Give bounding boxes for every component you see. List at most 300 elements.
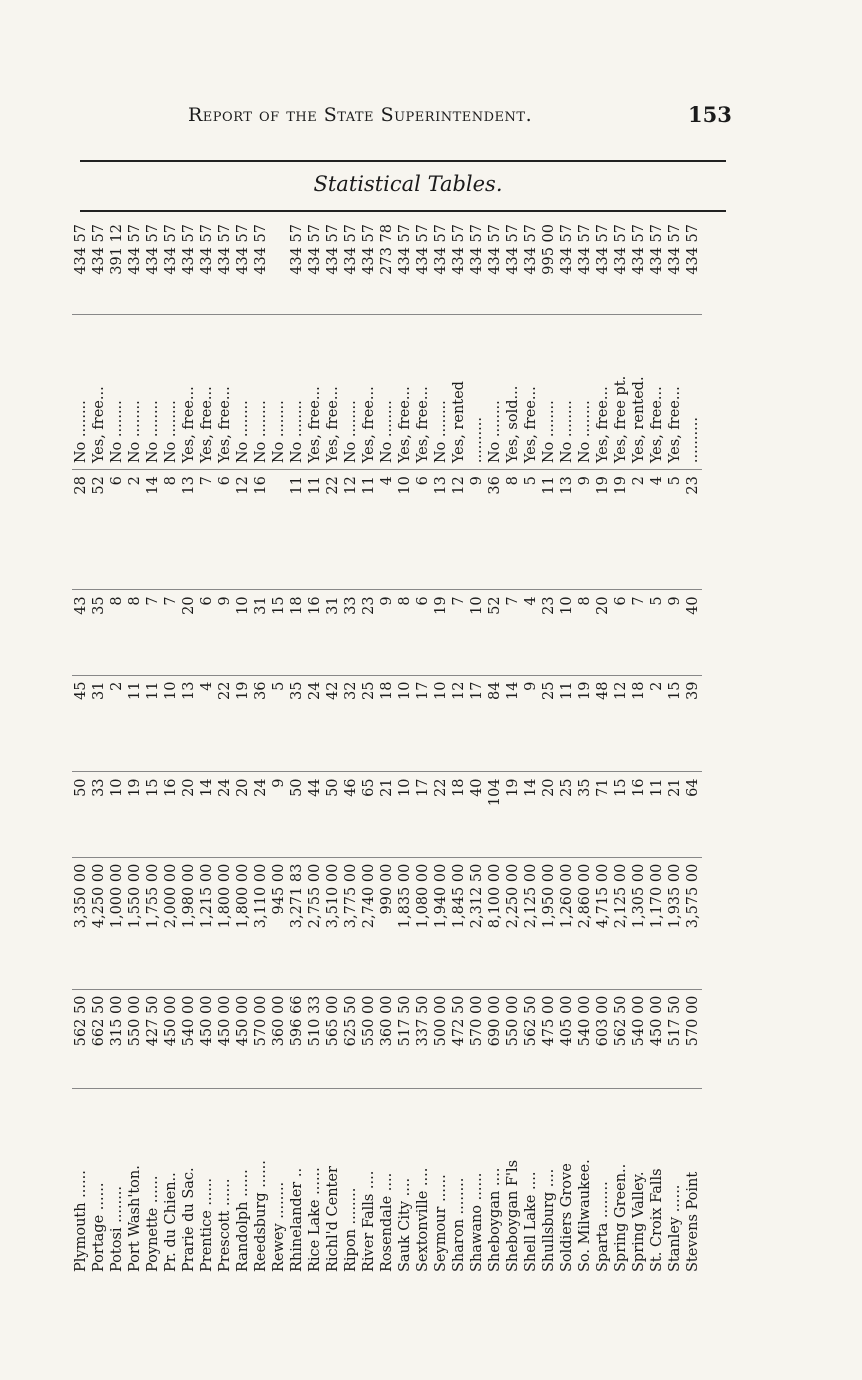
table-row <box>558 218 576 1278</box>
column-d-cell: 10 <box>162 675 180 772</box>
column-h-cell: 434 57 <box>198 218 216 314</box>
column-g-cell: Yes, sold... <box>504 314 522 469</box>
column-c-cell: 44 <box>306 772 324 857</box>
column-a-cell: 450 00 <box>648 989 666 1088</box>
column-e-cell: 8 <box>108 590 126 675</box>
column-d-cell: 11 <box>144 675 162 772</box>
column-a-cell: 517 50 <box>666 989 684 1088</box>
column-b-cell: 3,575 00 <box>684 857 702 989</box>
column-g-cell: No ........ <box>342 314 360 469</box>
column-c-cell: 35 <box>576 772 594 857</box>
place-name-cell: Seymour ...... <box>433 1174 449 1272</box>
column-b-cell: 1,980 00 <box>180 857 198 989</box>
column-f-cell: 8 <box>162 470 180 590</box>
place-name-cell: So. Milwaukee. <box>577 1159 593 1272</box>
page-number: 153 <box>688 102 732 127</box>
column-f-cell: 19 <box>594 470 612 590</box>
column-a-cell: 570 00 <box>252 989 270 1088</box>
column-a-cell: 662 50 <box>90 989 108 1088</box>
column-d-cell: 14 <box>504 675 522 772</box>
column-c-cell: 64 <box>684 772 702 857</box>
column-a-cell: 517 50 <box>396 989 414 1088</box>
table-row <box>684 218 702 1278</box>
column-b-cell: 1,940 00 <box>432 857 450 989</box>
column-c-cell: 50 <box>288 772 306 857</box>
place-name-cell: Sextonville .... <box>415 1167 431 1272</box>
place-name-cell: Poynette ...... <box>145 1175 161 1272</box>
column-g-cell: No ........ <box>252 314 270 469</box>
column-g-cell: No ........ <box>558 314 576 469</box>
place-name-cell: Shell Lake .... <box>523 1171 539 1272</box>
column-a-cell: 405 00 <box>558 989 576 1088</box>
column-e-cell: 31 <box>324 590 342 675</box>
column-f-cell: 6 <box>108 470 126 590</box>
table-row <box>360 218 378 1278</box>
column-b-cell: 1,550 00 <box>126 857 144 989</box>
column-e-cell: 20 <box>594 590 612 675</box>
column-a-cell: 360 00 <box>270 989 288 1088</box>
column-e-cell: 52 <box>486 590 504 675</box>
column-e-cell: 6 <box>198 590 216 675</box>
column-e-cell: 40 <box>684 590 702 675</box>
place-name-cell: Stevens Point <box>685 1171 701 1272</box>
column-b-cell: 1,755 00 <box>144 857 162 989</box>
column-h-cell <box>270 218 288 314</box>
column-d-cell: 13 <box>180 675 198 772</box>
place-name-cell: Prescott ...... <box>217 1178 233 1272</box>
column-d-cell: 15 <box>666 675 684 772</box>
column-f-cell: 19 <box>612 470 630 590</box>
column-h-cell: 434 57 <box>360 218 378 314</box>
page-header <box>0 104 862 140</box>
column-g-cell: No ........ <box>234 314 252 469</box>
place-name-cell: Prentice ...... <box>199 1177 215 1272</box>
column-h-cell: 391 12 <box>108 218 126 314</box>
column-a-cell: 562 50 <box>72 989 90 1088</box>
place-name-cell: Spring Green.. <box>613 1163 629 1272</box>
column-c-cell: 14 <box>522 772 540 857</box>
top-rule <box>80 160 726 162</box>
place-name-cell: Portage ...... <box>91 1182 107 1272</box>
column-f-cell: 5 <box>522 470 540 590</box>
column-c-cell: 65 <box>360 772 378 857</box>
column-f-cell: 2 <box>630 470 648 590</box>
column-a-cell: 427 50 <box>144 989 162 1088</box>
column-g-cell: No ........ <box>270 314 288 469</box>
column-f-cell: 8 <box>504 470 522 590</box>
place-name-cell: Rewey ........ <box>271 1181 287 1272</box>
column-d-cell: 19 <box>576 675 594 772</box>
column-b-cell: 1,080 00 <box>414 857 432 989</box>
place-name-cell: Pr. du Chien.. <box>163 1172 179 1272</box>
column-f-cell: 9 <box>576 470 594 590</box>
column-e-cell: 20 <box>180 590 198 675</box>
column-d-cell: 11 <box>126 675 144 772</box>
column-h-cell: 434 57 <box>648 218 666 314</box>
column-a-cell: 625 50 <box>342 989 360 1088</box>
place-name-cell: Richl'd Center <box>325 1166 341 1272</box>
table-row <box>414 218 432 1278</box>
column-g-cell: No ........ <box>162 314 180 469</box>
column-a-cell: 596 66 <box>288 989 306 1088</box>
column-g-cell: Yes, rented. <box>630 314 648 469</box>
column-b-cell: 2,000 00 <box>162 857 180 989</box>
column-h-cell: 434 57 <box>522 218 540 314</box>
table-body <box>72 218 702 1278</box>
place-name-cell: Stanley ...... <box>667 1184 683 1272</box>
place-name-cell: Shullsburg .... <box>541 1168 557 1272</box>
column-c-cell: 21 <box>666 772 684 857</box>
place-name-cell: Soldiers Grove <box>559 1163 575 1272</box>
place-name-cell: Port Wash'ton. <box>127 1165 143 1272</box>
column-a-cell: 540 00 <box>180 989 198 1088</box>
table-row <box>648 218 666 1278</box>
column-f-cell: 12 <box>234 470 252 590</box>
column-f-cell: 23 <box>684 470 702 590</box>
column-e-cell: 6 <box>414 590 432 675</box>
column-d-cell: 4 <box>198 675 216 772</box>
column-a-cell: 565 00 <box>324 989 342 1088</box>
column-a-cell: 603 00 <box>594 989 612 1088</box>
column-c-cell: 22 <box>432 772 450 857</box>
column-c-cell: 14 <box>198 772 216 857</box>
column-e-cell: 35 <box>90 590 108 675</box>
column-h-cell: 434 57 <box>396 218 414 314</box>
column-b-cell: 1,800 00 <box>234 857 252 989</box>
place-name-cell: Ripon ........ <box>343 1187 359 1272</box>
column-c-cell: 46 <box>342 772 360 857</box>
column-c-cell: 11 <box>648 772 666 857</box>
column-b-cell: 3,775 00 <box>342 857 360 989</box>
column-h-cell: 434 57 <box>594 218 612 314</box>
column-c-cell: 19 <box>504 772 522 857</box>
column-e-cell: 23 <box>540 590 558 675</box>
column-c-cell: 10 <box>396 772 414 857</box>
column-a-cell: 570 00 <box>468 989 486 1088</box>
column-b-cell: 2,125 00 <box>612 857 630 989</box>
column-e-cell: 8 <box>126 590 144 675</box>
column-b-cell: 2,125 00 <box>522 857 540 989</box>
column-f-cell: 4 <box>378 470 396 590</box>
table-row <box>522 218 540 1278</box>
column-g-cell: Yes, free pt. <box>612 314 630 469</box>
column-g-cell: No ........ <box>72 314 90 469</box>
column-c-cell: 15 <box>612 772 630 857</box>
column-c-cell: 104 <box>486 772 504 857</box>
rotated-table-wrapper <box>72 218 727 1278</box>
place-name-cell: Sparta ........ <box>595 1181 611 1272</box>
column-b-cell: 3,350 00 <box>72 857 90 989</box>
column-d-cell: 84 <box>486 675 504 772</box>
column-f-cell: 11 <box>360 470 378 590</box>
column-f-cell: 13 <box>432 470 450 590</box>
column-f-cell: 22 <box>324 470 342 590</box>
column-d-cell: 11 <box>558 675 576 772</box>
column-f-cell: 52 <box>90 470 108 590</box>
column-g-cell: Yes, free... <box>594 314 612 469</box>
column-e-cell: 5 <box>648 590 666 675</box>
column-h-cell: 434 57 <box>630 218 648 314</box>
column-b-cell: 3,271 83 <box>288 857 306 989</box>
column-e-cell: 31 <box>252 590 270 675</box>
table-row <box>450 218 468 1278</box>
caption-rule <box>80 210 726 212</box>
column-c-cell: 40 <box>468 772 486 857</box>
place-name-cell: Shawano ...... <box>469 1172 485 1272</box>
column-b-cell: 1,835 00 <box>396 857 414 989</box>
place-name-cell: Sauk City .... <box>397 1177 413 1272</box>
column-d-cell: 10 <box>432 675 450 772</box>
column-c-cell: 16 <box>162 772 180 857</box>
column-a-cell: 337 50 <box>414 989 432 1088</box>
column-f-cell: 28 <box>72 470 90 590</box>
column-d-cell: 17 <box>468 675 486 772</box>
table-row <box>252 218 270 1278</box>
column-f-cell <box>270 470 288 590</box>
column-f-cell: 9 <box>468 470 486 590</box>
column-b-cell: 2,312 50 <box>468 857 486 989</box>
column-b-cell: 4,715 00 <box>594 857 612 989</box>
column-e-cell: 7 <box>162 590 180 675</box>
column-g-cell: Yes, free... <box>666 314 684 469</box>
column-d-cell: 42 <box>324 675 342 772</box>
column-h-cell: 434 57 <box>504 218 522 314</box>
column-c-cell: 9 <box>270 772 288 857</box>
column-a-cell: 540 00 <box>630 989 648 1088</box>
column-f-cell: 7 <box>198 470 216 590</box>
column-b-cell: 2,740 00 <box>360 857 378 989</box>
column-a-cell: 450 00 <box>162 989 180 1088</box>
column-f-cell: 5 <box>666 470 684 590</box>
column-a-cell: 475 00 <box>540 989 558 1088</box>
column-a-cell: 315 00 <box>108 989 126 1088</box>
column-g-cell: Yes, free... <box>360 314 378 469</box>
column-h-cell: 434 57 <box>72 218 90 314</box>
column-h-cell: 434 57 <box>162 218 180 314</box>
column-h-cell: 434 57 <box>306 218 324 314</box>
column-b-cell: 3,110 00 <box>252 857 270 989</box>
column-a-cell: 450 00 <box>216 989 234 1088</box>
table-row <box>468 218 486 1278</box>
column-f-cell: 13 <box>558 470 576 590</box>
column-g-cell: No ........ <box>108 314 126 469</box>
column-c-cell: 15 <box>144 772 162 857</box>
column-f-cell: 6 <box>216 470 234 590</box>
column-a-cell: 550 00 <box>126 989 144 1088</box>
column-c-cell: 24 <box>252 772 270 857</box>
column-b-cell: 1,000 00 <box>108 857 126 989</box>
column-b-cell: 1,260 00 <box>558 857 576 989</box>
column-a-cell: 360 00 <box>378 989 396 1088</box>
column-c-cell: 16 <box>630 772 648 857</box>
table-row <box>72 218 90 1278</box>
column-c-cell: 50 <box>324 772 342 857</box>
column-c-cell: 19 <box>126 772 144 857</box>
table-row <box>288 218 306 1278</box>
column-c-cell: 18 <box>450 772 468 857</box>
column-e-cell: 9 <box>378 590 396 675</box>
column-h-cell: 434 57 <box>450 218 468 314</box>
place-name-cell: Spring Valley. <box>631 1171 647 1272</box>
column-g-cell: No ........ <box>540 314 558 469</box>
column-c-cell: 71 <box>594 772 612 857</box>
table-row <box>396 218 414 1278</box>
column-c-cell: 21 <box>378 772 396 857</box>
place-name-cell: Rosendale .... <box>379 1172 395 1272</box>
column-h-cell: 434 57 <box>252 218 270 314</box>
column-g-cell: No ........ <box>378 314 396 469</box>
table-row <box>432 218 450 1278</box>
column-e-cell: 15 <box>270 590 288 675</box>
column-g-cell: Yes, free... <box>90 314 108 469</box>
column-g-cell: Yes, free... <box>414 314 432 469</box>
column-e-cell: 7 <box>450 590 468 675</box>
column-a-cell: 500 00 <box>432 989 450 1088</box>
column-g-cell: Yes, free... <box>522 314 540 469</box>
column-g-cell: Yes, free... <box>180 314 198 469</box>
statistical-table <box>72 218 702 1278</box>
column-h-cell: 434 57 <box>612 218 630 314</box>
column-g-cell: Yes, free... <box>306 314 324 469</box>
column-b-cell: 3,510 00 <box>324 857 342 989</box>
column-c-cell: 20 <box>180 772 198 857</box>
column-h-cell: 434 57 <box>666 218 684 314</box>
column-h-cell: 434 57 <box>288 218 306 314</box>
column-g-cell: No ........ <box>144 314 162 469</box>
column-b-cell: 2,755 00 <box>306 857 324 989</box>
column-e-cell: 7 <box>144 590 162 675</box>
column-h-cell: 995 00 <box>540 218 558 314</box>
column-f-cell: 12 <box>450 470 468 590</box>
column-b-cell: 8,100 00 <box>486 857 504 989</box>
place-name-cell: Reedsburg ...... <box>253 1160 269 1272</box>
column-h-cell: 434 57 <box>216 218 234 314</box>
running-title: Report of the State Superintendent. <box>188 104 533 126</box>
table-row <box>108 218 126 1278</box>
column-g-cell: No ........ <box>126 314 144 469</box>
column-h-cell: 273 78 <box>378 218 396 314</box>
column-d-cell: 18 <box>378 675 396 772</box>
column-e-cell: 33 <box>342 590 360 675</box>
column-e-cell: 10 <box>558 590 576 675</box>
column-d-cell: 2 <box>648 675 666 772</box>
column-e-cell: 18 <box>288 590 306 675</box>
column-g-cell: Yes, free... <box>198 314 216 469</box>
column-f-cell: 11 <box>540 470 558 590</box>
column-d-cell: 25 <box>360 675 378 772</box>
column-c-cell: 50 <box>72 772 90 857</box>
column-c-cell: 17 <box>414 772 432 857</box>
column-h-cell: 434 57 <box>234 218 252 314</box>
column-g-cell: No ........ <box>288 314 306 469</box>
column-h-cell: 434 57 <box>576 218 594 314</box>
column-f-cell: 16 <box>252 470 270 590</box>
column-b-cell: 990 00 <box>378 857 396 989</box>
table-row <box>144 218 162 1278</box>
table-row <box>378 218 396 1278</box>
column-a-cell: 450 00 <box>234 989 252 1088</box>
column-d-cell: 18 <box>630 675 648 772</box>
column-f-cell: 14 <box>144 470 162 590</box>
column-e-cell: 7 <box>630 590 648 675</box>
column-e-cell: 43 <box>72 590 90 675</box>
table-row <box>342 218 360 1278</box>
place-name-cell: Randolph ...... <box>235 1169 251 1272</box>
column-e-cell: 7 <box>504 590 522 675</box>
column-g-cell: No ........ <box>486 314 504 469</box>
column-f-cell: 2 <box>126 470 144 590</box>
column-f-cell: 11 <box>306 470 324 590</box>
column-e-cell: 16 <box>306 590 324 675</box>
column-g-cell: Yes, free... <box>216 314 234 469</box>
table-row <box>126 218 144 1278</box>
column-e-cell: 10 <box>234 590 252 675</box>
table-row <box>234 218 252 1278</box>
place-name-cell: Plymouth ...... <box>73 1170 89 1272</box>
table-row <box>594 218 612 1278</box>
column-g-cell: Yes, rented <box>450 314 468 469</box>
column-b-cell: 945 00 <box>270 857 288 989</box>
column-h-cell: 434 57 <box>486 218 504 314</box>
column-a-cell: 510 33 <box>306 989 324 1088</box>
column-b-cell: 2,250 00 <box>504 857 522 989</box>
table-row <box>180 218 198 1278</box>
column-h-cell: 434 57 <box>144 218 162 314</box>
column-d-cell: 19 <box>234 675 252 772</box>
column-b-cell: 1,950 00 <box>540 857 558 989</box>
column-a-cell: 562 50 <box>522 989 540 1088</box>
column-b-cell: 4,250 00 <box>90 857 108 989</box>
table-row <box>612 218 630 1278</box>
column-h-cell: 434 57 <box>432 218 450 314</box>
table-row <box>324 218 342 1278</box>
column-d-cell: 36 <box>252 675 270 772</box>
column-g-cell: No ........ <box>432 314 450 469</box>
table-row <box>90 218 108 1278</box>
column-b-cell: 1,800 00 <box>216 857 234 989</box>
column-c-cell: 33 <box>90 772 108 857</box>
column-d-cell: 45 <box>72 675 90 772</box>
column-a-cell: 472 50 <box>450 989 468 1088</box>
column-b-cell: 1,845 00 <box>450 857 468 989</box>
table-row <box>162 218 180 1278</box>
column-e-cell: 23 <box>360 590 378 675</box>
column-e-cell: 6 <box>612 590 630 675</box>
column-d-cell: 12 <box>612 675 630 772</box>
column-a-cell: 550 00 <box>360 989 378 1088</box>
column-c-cell: 24 <box>216 772 234 857</box>
column-d-cell: 32 <box>342 675 360 772</box>
column-c-cell: 20 <box>540 772 558 857</box>
column-e-cell: 9 <box>216 590 234 675</box>
column-f-cell: 10 <box>396 470 414 590</box>
column-g-cell: Yes, free... <box>324 314 342 469</box>
column-c-cell: 10 <box>108 772 126 857</box>
column-g-cell: Yes, free... <box>648 314 666 469</box>
column-h-cell: 434 57 <box>126 218 144 314</box>
column-h-cell: 434 57 <box>468 218 486 314</box>
column-e-cell: 4 <box>522 590 540 675</box>
column-f-cell: 13 <box>180 470 198 590</box>
place-name-cell: Sharon ........ <box>451 1177 467 1272</box>
column-g-cell: Yes, free... <box>396 314 414 469</box>
column-d-cell: 39 <box>684 675 702 772</box>
column-a-cell: 570 00 <box>684 989 702 1088</box>
column-d-cell: 22 <box>216 675 234 772</box>
column-g-cell: .......... <box>468 314 486 469</box>
column-e-cell: 19 <box>432 590 450 675</box>
column-e-cell: 10 <box>468 590 486 675</box>
